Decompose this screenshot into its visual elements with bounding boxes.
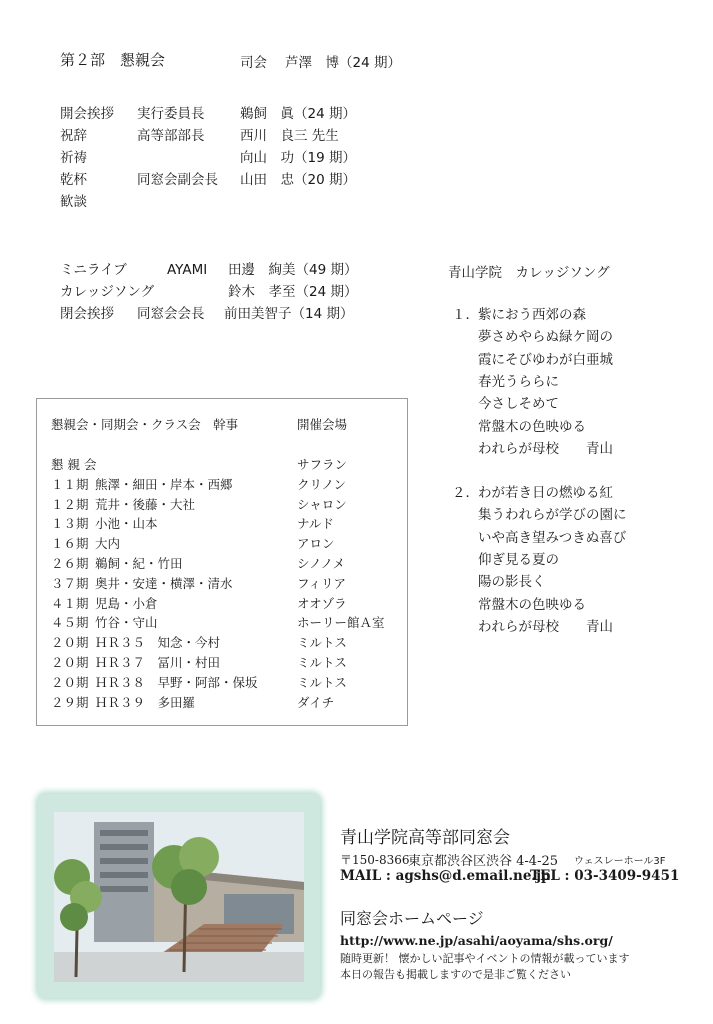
song-line: 春光うららに — [478, 373, 559, 390]
mc-name: 芦澤 博（24 期） — [285, 55, 401, 71]
venue-row-names: 大内 — [95, 536, 121, 552]
song-line: わが若き日の燃ゆる紅 — [478, 485, 613, 501]
photo-frame — [38, 794, 320, 998]
song-line: 陽の影長く — [478, 574, 546, 591]
venue-row-names: ＨＲ３９ 多田羅 — [95, 694, 196, 710]
program-item: 祝辞 — [60, 128, 87, 144]
homepage-note-2: 本日の報告も掲載しますので是非ご覧ください — [340, 968, 571, 981]
venue-row-venue: クリノン — [297, 476, 347, 492]
postal-code: 〒150-8366 — [340, 853, 410, 867]
program-item: カレッジソング — [60, 284, 155, 300]
venue-row-venue: ホーリー館Ａ室 — [297, 615, 385, 631]
song-line: 今さしそめて — [478, 396, 559, 413]
song-line: 霞にそびゆわが白亜城 — [478, 351, 613, 368]
program-item: 祈祷 — [60, 150, 87, 166]
program-name: 山田 忠（20 期） — [240, 172, 356, 188]
program-item: 開会挨拶 — [60, 106, 114, 122]
venue-header-right: 開催会場 — [297, 417, 348, 432]
venue-row-venue: シノノメ — [297, 556, 346, 571]
venue-row-names: ＨＲ３５ 知念・今村 — [95, 635, 221, 651]
venue-row-label: １２期 — [51, 496, 89, 512]
venue-row-names: 奥井・安達・横澤・清水 — [95, 575, 233, 591]
program-name: 鈴木 孝至（24 期） — [228, 284, 358, 300]
homepage-url[interactable]: http://www.ne.jp/asahi/aoyama/shs.org/ — [340, 933, 613, 948]
venue-row-names: 熊澤・細田・岸本・西郷 — [95, 476, 233, 492]
venue-row-names: 鵜飼・紀・竹田 — [95, 556, 183, 571]
venue-row-names: 小池・山本 — [95, 516, 158, 532]
program-item: 歓談 — [60, 194, 87, 210]
venue-row-label: ２０期 — [51, 655, 89, 670]
program-item: ミニライブ — [60, 262, 127, 278]
song-title: 青山学院 カレッジソング — [448, 265, 610, 281]
venue-row-label: ２０期 — [51, 635, 89, 651]
venue-row-label: １３期 — [51, 516, 89, 532]
building-photo — [54, 812, 304, 982]
program-item: 乾杯 — [60, 172, 87, 188]
venue-row-venue: ミルトス — [297, 655, 347, 670]
program-role: 同窓会会長 — [137, 306, 205, 322]
song-line: 紫におう西郊の森 — [478, 307, 586, 323]
venue-row-label: ２０期 — [51, 674, 89, 690]
program-name: 西川 良三 先生 — [240, 128, 339, 144]
phone-number: TEL : 03-3409-9451 — [530, 868, 680, 884]
venue-row-venue: サフラン — [297, 457, 348, 472]
venue-row-label: １６期 — [51, 536, 89, 552]
song-line: 仰ぎ見る夏の — [478, 551, 559, 568]
song-line: 集うわれらが学びの園に — [478, 507, 627, 524]
venue-table — [36, 398, 408, 726]
section-title: 第２部 懇親会 — [60, 51, 166, 69]
venue-row-names: ＨＲ３７ 冨川・村田 — [95, 655, 221, 670]
venue-row-names: 荒井・後藤・大社 — [95, 496, 196, 512]
program-name: 田邊 絢美（49 期） — [228, 262, 358, 278]
program-name: 鵜飼 眞（24 期） — [240, 106, 356, 122]
mail-address[interactable]: MAIL : agshs@d.email.ne.jp — [340, 868, 551, 884]
venue-row-label: 懇 親 会 — [51, 457, 97, 472]
song-line: われらが母校 青山 — [478, 618, 613, 635]
venue-row-label: ４１期 — [51, 595, 89, 611]
org-name: 青山学院高等部同窓会 — [340, 828, 510, 848]
program-role: AYAMI — [167, 262, 208, 278]
song-line: 夢さめやらぬ緑ケ岡の — [478, 329, 613, 346]
building-name: ウェスレーホール3F — [574, 856, 666, 867]
homepage-note-1: 随時更新！ 懐かしい記事やイベントの情報が載っています — [340, 952, 630, 965]
venue-row-venue: シャロン — [297, 496, 347, 512]
venue-row-names: 児島・小倉 — [95, 595, 158, 611]
address: 東京都渋谷区渋谷 4-4-25 — [408, 854, 559, 869]
venue-row-venue: ミルトス — [297, 635, 347, 651]
venue-row-label: ２９期 — [51, 694, 89, 710]
building-illustration — [54, 812, 304, 982]
venue-row-venue: フィリア — [297, 575, 347, 591]
venue-row-venue: ミルトス — [297, 674, 347, 690]
mc-role: 司会 — [240, 55, 267, 71]
venue-row-names: ＨＲ３８ 早野・阿部・保坂 — [95, 674, 258, 690]
venue-row-names: 竹谷・守山 — [95, 615, 158, 631]
venue-row-venue: オオゾラ — [297, 595, 347, 611]
venue-row-venue: ナルド — [297, 516, 334, 532]
venue-row-venue: アロン — [297, 536, 335, 552]
song-line: いや高き望みつきぬ喜び — [478, 529, 627, 546]
program-name: 前田美智子（14 期） — [224, 306, 354, 322]
program-name: 向山 功（19 期） — [240, 150, 356, 166]
song-line: われらが母校 青山 — [478, 440, 613, 457]
song-line: 常盤木の色映ゆる — [478, 418, 586, 435]
verse-number: １． — [452, 307, 479, 323]
verse-number: ２． — [452, 485, 479, 501]
venue-header-left: 懇親会・同期会・クラス会 幹事 — [51, 417, 239, 432]
venue-row-venue: ダイチ — [297, 694, 335, 710]
venue-row-label: ３７期 — [51, 575, 89, 591]
venue-row-label: ２６期 — [51, 556, 89, 571]
venue-row-label: １１期 — [51, 476, 89, 492]
program-role: 同窓会副会長 — [137, 172, 218, 188]
program-item: 閉会挨拶 — [60, 306, 114, 322]
program-role: 実行委員長 — [137, 106, 205, 122]
song-line: 常盤木の色映ゆる — [478, 596, 586, 613]
program-role: 高等部部長 — [137, 128, 205, 144]
homepage-title: 同窓会ホームページ — [340, 909, 484, 928]
venue-row-label: ４５期 — [51, 615, 89, 631]
